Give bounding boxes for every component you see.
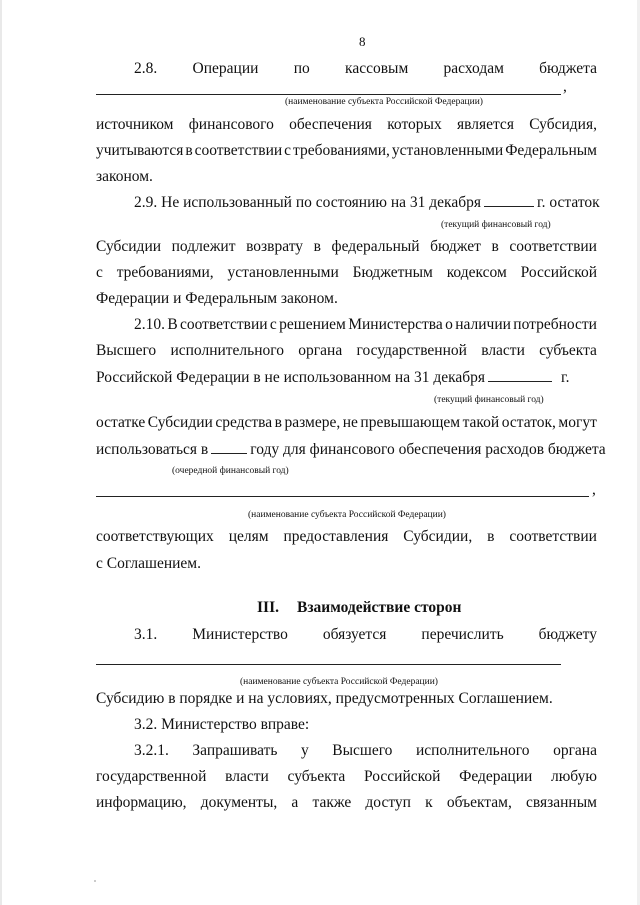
word: возврату xyxy=(246,238,304,255)
word: Субсидии xyxy=(96,238,162,255)
para-2-8-line-4: законом. xyxy=(96,168,153,185)
word: такой xyxy=(462,414,500,431)
word: кассовым xyxy=(345,60,409,77)
word: Субсидии, xyxy=(403,528,473,545)
word: подлежит xyxy=(171,238,236,255)
word: могут xyxy=(558,414,597,431)
word: у xyxy=(300,742,309,759)
word: органа xyxy=(553,742,597,759)
word: бюджету xyxy=(538,626,597,643)
para-2-8-line-3 xyxy=(96,142,597,160)
para-2-10-line-6 xyxy=(96,528,597,546)
fill-in-line xyxy=(96,94,561,95)
field-caption: (наименование субъекта Российской Федерации) xyxy=(285,97,483,107)
word: Субсидия, xyxy=(529,116,597,133)
para-2-10-line-7: с Соглашением. xyxy=(96,555,201,572)
word: объектам, xyxy=(446,794,512,811)
word: соответствующих xyxy=(96,528,214,545)
word: остатке xyxy=(96,414,146,431)
word: Российской xyxy=(364,768,441,785)
para-2-10-line-2 xyxy=(96,342,597,360)
word: Бюджетным xyxy=(352,264,433,281)
field-caption: (очередной финансовый год) xyxy=(172,466,289,476)
para-2-10-line-4 xyxy=(96,414,597,432)
para-3-2-1-line-3 xyxy=(96,794,597,812)
word: Министерство xyxy=(192,626,288,643)
page-number: 8 xyxy=(359,34,366,49)
word: информацию, xyxy=(96,794,187,811)
para-2-9-line-1: 2.9. Не использованный по состоянию на 31 декабря г. остаток xyxy=(134,194,600,211)
word: установленными xyxy=(391,142,504,159)
word: наличии xyxy=(455,316,511,333)
para-3-2-1-line-1 xyxy=(134,742,597,760)
word: в xyxy=(185,142,193,159)
para-2-10-line-3: Российской Федерации в не использованном на 31 декабря г. xyxy=(96,369,570,386)
para-2-8-line-1 xyxy=(134,60,597,78)
word: любую xyxy=(550,768,597,785)
section-title: Взаимодействие сторон xyxy=(296,599,462,616)
word: размере, xyxy=(284,414,341,431)
word: в xyxy=(487,528,495,545)
word: Операции xyxy=(192,60,259,77)
word: также xyxy=(312,794,352,811)
word: доступ xyxy=(365,794,411,811)
word: Запрашивать xyxy=(192,742,278,759)
word: документы, xyxy=(200,794,278,811)
word: установленными xyxy=(227,264,339,281)
word: органа xyxy=(298,342,343,359)
word: финансового xyxy=(188,116,274,133)
trailing-comma: , xyxy=(563,78,567,95)
word: к xyxy=(425,794,433,811)
para-2-9-line-3 xyxy=(96,264,597,282)
para-3-1-line-1 xyxy=(134,626,597,644)
word: Высшего xyxy=(332,742,393,759)
word: целям xyxy=(228,528,269,545)
word: исполнительного xyxy=(415,742,530,759)
word: которых xyxy=(387,116,442,133)
word: является xyxy=(456,116,514,133)
word: В xyxy=(167,316,178,333)
word: перечислить xyxy=(421,626,504,643)
word: субъекта xyxy=(287,768,346,785)
word: с xyxy=(284,142,292,159)
scan-edge-left xyxy=(0,0,2,905)
field-caption: (наименование субъекта Российской Федерации) xyxy=(248,510,446,520)
word: превышающем xyxy=(360,414,461,431)
scan-speck xyxy=(94,880,96,882)
word: соответствии xyxy=(509,528,597,545)
word: Федерации xyxy=(459,768,533,785)
field-caption: (текущий финансовый год) xyxy=(434,395,544,405)
field-caption: (наименование субъекта Российской Федерации) xyxy=(240,677,438,687)
word: Высшего xyxy=(96,342,157,359)
word: федеральный xyxy=(331,238,420,255)
word: остаток, xyxy=(501,414,556,431)
blank-next-year xyxy=(211,440,247,454)
word: обязуется xyxy=(322,626,387,643)
word: соответствии xyxy=(509,238,597,255)
word: потребности xyxy=(513,316,597,333)
word: о xyxy=(445,316,453,333)
word: по xyxy=(293,60,310,77)
word: предоставления xyxy=(283,528,389,545)
word: власти xyxy=(481,342,525,359)
word: соответствии xyxy=(180,316,268,333)
para-3-2-1-line-2 xyxy=(96,768,597,786)
word: требованиями, xyxy=(293,142,390,159)
blank-year xyxy=(488,368,552,382)
word: Федеральным xyxy=(505,142,597,159)
word: Российской xyxy=(520,264,597,281)
para-2-10-line-5: использоваться в году для финансового обеспечения расходов бюджета xyxy=(96,441,606,458)
para-2-9-line-4: Федерации и Федеральным законом. xyxy=(96,290,338,307)
fill-in-line xyxy=(96,664,561,665)
word: 3.2.1. xyxy=(134,742,169,759)
word: учитываются xyxy=(96,142,184,159)
word: средства xyxy=(215,414,273,431)
word: бюджет xyxy=(430,238,481,255)
trailing-comma: , xyxy=(592,481,596,498)
para-2-10-line-1 xyxy=(134,316,597,334)
word: не xyxy=(342,414,358,431)
section-numeral: III. xyxy=(257,599,279,616)
word: 2.10. xyxy=(134,316,165,333)
word: с xyxy=(269,316,277,333)
field-caption: (текущий финансовый год) xyxy=(441,220,551,230)
word: государственной xyxy=(96,768,207,785)
word: 3.1. xyxy=(134,626,158,643)
fill-in-line xyxy=(96,496,589,497)
word: кодексом xyxy=(446,264,507,281)
word: в xyxy=(274,414,282,431)
para-3-2-line-1: 3.2. Министерство вправе: xyxy=(134,716,310,733)
blank-year xyxy=(484,193,534,207)
word: связанным xyxy=(526,794,597,811)
word: Министерства xyxy=(348,316,443,333)
para-2-9-line-2 xyxy=(96,238,597,256)
word: бюджета xyxy=(539,60,597,77)
word: 2.8. xyxy=(134,60,158,77)
para-3-1-line-2: Субсидию в порядке и на условиях, предусмотренных Соглашением. xyxy=(96,690,553,707)
word: исполнительного xyxy=(170,342,285,359)
para-2-8-line-2 xyxy=(96,116,597,134)
word: в xyxy=(313,238,321,255)
word: расходам xyxy=(443,60,504,77)
section-heading xyxy=(257,599,461,617)
word: требованиями, xyxy=(116,264,214,281)
word: а xyxy=(291,794,299,811)
word: власти xyxy=(225,768,269,785)
word: в xyxy=(491,238,499,255)
word: субъекта xyxy=(539,342,597,359)
word: соответствии xyxy=(194,142,283,159)
word: обеспечения xyxy=(289,116,372,133)
word: с xyxy=(96,264,103,281)
word: государственной xyxy=(356,342,467,359)
word: решением xyxy=(279,316,346,333)
word: источником xyxy=(96,116,174,133)
word: Субсидии xyxy=(147,414,213,431)
